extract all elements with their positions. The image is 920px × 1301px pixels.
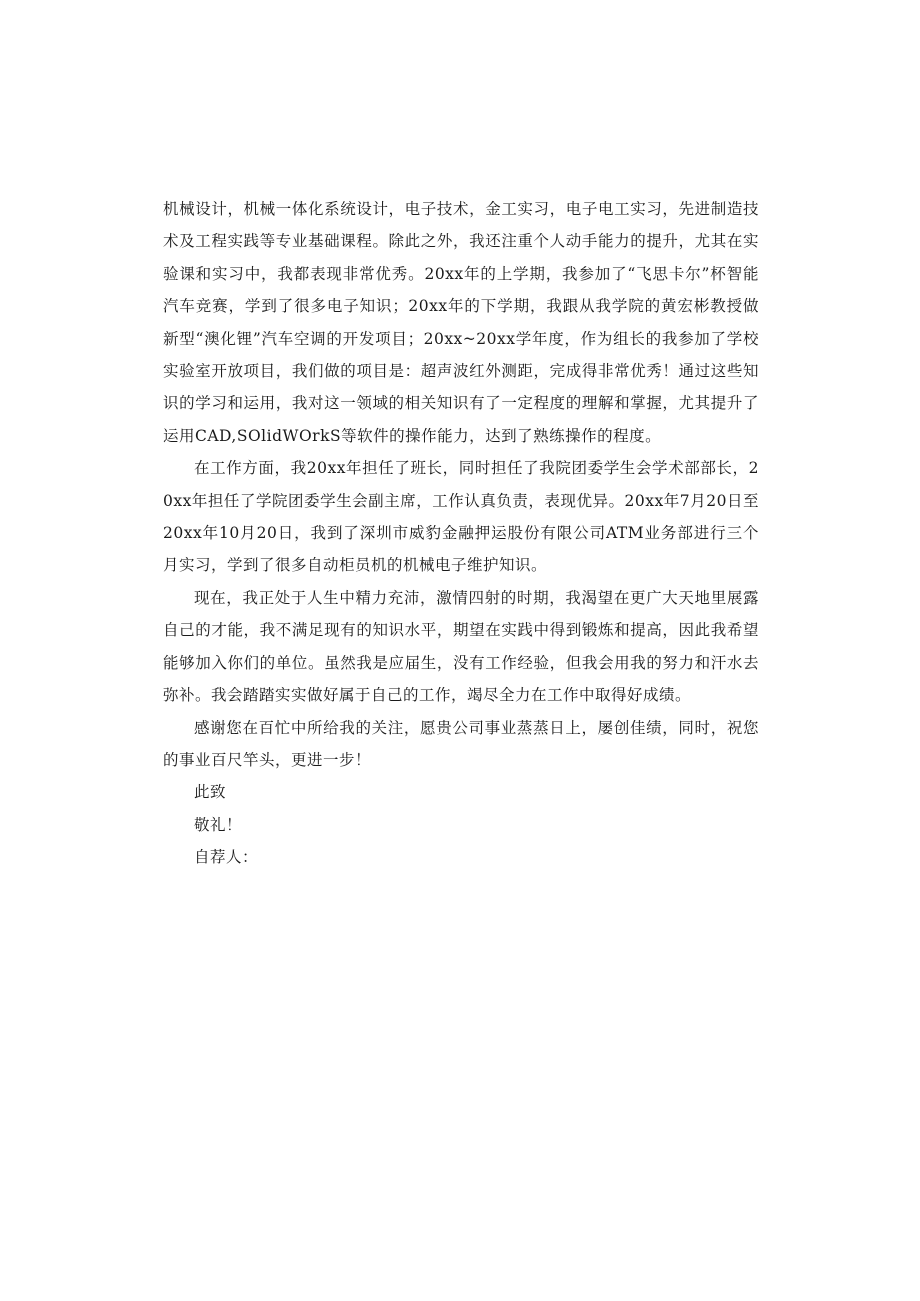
paragraph-work-experience: 在工作方面，我20xx年担任了班长，同时担任了我院团委学生会学术部部长，20xx年担任了学院团委学生会副主席，工作认真负责，表现优异。20xx年7月20日至20xx年10月20日，我到了深圳市威豹金融押运股份有限公司ATM业务部进行三个月实习，学到了很多自动柜员机的机械电子维护知识。 <box>163 459 759 575</box>
paragraph-thanks: 感谢您在百忙中所给我的关注，愿贵公司事业蒸蒸日上，屡创佳绩，同时，祝您的事业百尺竿头，更进一步！ <box>163 718 759 769</box>
paragraph-aspiration: 现在，我正处于人生中精力充沛，激情四射的时期，我渴望在更广大天地里展露自己的才能，我不满足现有的知识水平，期望在实践中得到锻炼和提高，因此我希望能够加入你们的单位。虽然我是应届生，没有工作经验，但我会用我的努力和汗水去弥补。我会踏踏实实做好属于自己的工作，竭尽全力在工作中取得好成绩。 <box>163 588 759 705</box>
paragraph-coursework: 机械设计，机械一体化系统设计，电子技术，金工实习，电子电工实习，先进制造技术及工程实践等专业基础课程。除此之外，我还注重个人动手能力的提升，尤其在实验课和实习中，我都表现非常优秀。20xx年的上学期，我参加了“飞思卡尔”杯智能汽车竞赛，学到了很多电子知识；20xx年的下学期，我跟从我学院的黄宏彬教授做新型“澳化锂”汽车空调的开发项目；20xx~20xx学年度，作为组长的我参加了学校实验室开放项目，我们做的项目是：超声波红外测距，完成得非常优秀！通过这些知识的学习和运用，我对这一领域的相关知识有了一定程度的理解和掌握，尤其提升了运用CAD,SOlidWOrkS等软件的操作能力，达到了熟练操作的程度。 <box>163 200 759 445</box>
closing-respect: 敬礼！ <box>194 815 243 834</box>
signature-label: 自荐人： <box>194 848 259 867</box>
letter-body <box>163 193 759 874</box>
closing-salutation: 此致 <box>194 783 227 802</box>
